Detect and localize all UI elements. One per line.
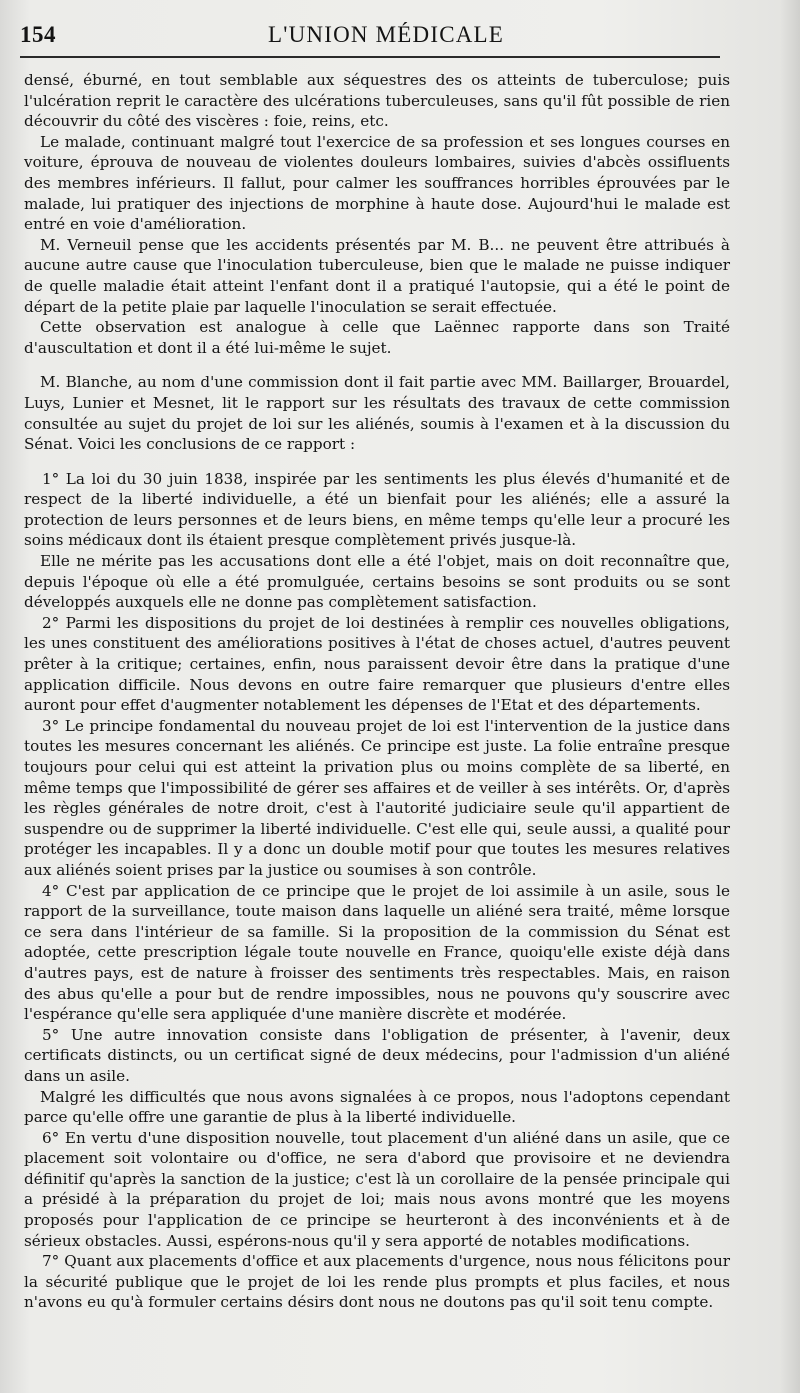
body-text (24, 70, 730, 1313)
paragraph: 1° La loi du 30 juin 1838, inspirée par les sentiments les plus élevés d'humanité et de respect de la liberté individuelle, a été un bienfait pour les aliénés; elle a assuré la protection de leurs personnes et de leurs biens, en même temps qu'elle leur a procuré les soins médicaux dont ils étaient presque complètement privés jusque-là. (24, 469, 730, 550)
paragraph: Cette observation est analogue à celle que Laënnec rapporte dans son Traité d'auscultation et dont il a été lui-même le sujet. (24, 318, 730, 357)
page-number: 154 (20, 22, 56, 47)
paragraph: 2° Parmi les dispositions du projet de loi destinées à remplir ces nouvelles obligations, les unes constituent des améliorations positives à l'état de choses actuel, d'autres peuvent prêter à la critique; certaines, enfin, nous paraissent devoir être dans la pratique d'une application difficile. Nous devons en outre faire remarquer que plusieurs d'entre elles auront pour effet d'augmenter notablement les dépenses de l'Etat et des départements. (24, 613, 730, 715)
paragraph: 7° Quant aux placements d'office et aux placements d'urgence, nous nous félicitons pour la sécurité publique que le projet de loi les rende plus prompts et plus faciles, et nous n'avons eu qu'à formuler certains désirs dont nous ne doutons pas qu'il soit tenu compte. (24, 1252, 730, 1312)
paragraph: M. Blanche, au nom d'une commission dont il fait partie avec MM. Baillarger, Brouardel, Luys, Lunier et Mesnet, lit le rapport sur les résultats des travaux de cette commission consultée au sujet du projet de loi sur les aliénés, soumis à l'examen et à la discussion du Sénat. Voici les conclusions de ce rapport : (24, 373, 730, 454)
paragraph: 4° C'est par application de ce principe que le projet de loi assimile à un asile, sous le rapport de la surveillance, toute maison dans laquelle un aliéné sera traité, même lorsque ce sera dans l'intérieur de sa famille. Si la proposition de la commission du Sénat est adoptée, cette prescription légale toute nouvelle en France, quoiqu'elle existe déjà dans d'autres pays, est de nature à froisser des sentiments très respectables. Mais, en raison des abus qu'elle a pour but de rendre impossibles, nous ne pouvons qu'y souscrire avec l'espérance qu'elle sera appliquée d'une manière discrète et modérée. (24, 881, 730, 1024)
page-header (20, 22, 720, 52)
paragraph: Le malade, continuant malgré tout l'exercice de sa profession et ses longues courses en voiture, éprouva de nouveau de violentes douleurs lombaires, suivies d'abcès ossifluents des membres inférieurs. Il fallut, pour calmer les souffrances horribles éprouvées par le malade, lui pratiquer des injections de morphine à haute dose. Aujourd'hui le malade est entré en voie d'amélioration. (24, 132, 730, 234)
paragraph: 6° En vertu d'une disposition nouvelle, tout placement d'un aliéné dans un asile, que ce placement soit volontaire ou d'office, ne sera d'abord que provisoire et ne deviendra définitif qu'après la sanction de la justice; c'est là un corollaire de la pensée principale qui a présidé à la préparation du projet de loi; mais nous avons montré que les moyens proposés pour l'application de ce principe se heurteront à des inconvénients et à de sérieux obstacles. Aussi, espérons-nous qu'il y sera apporté de notables modifications. (24, 1128, 730, 1250)
running-title: L'UNION MÉDICALE (268, 22, 505, 47)
paragraph: 3° Le principe fondamental du nouveau projet de loi est l'intervention de la justice dans toutes les mesures concernant les aliénés. Ce principe est juste. La folie entraîne presque toujours pour celui qui est atteint la privation plus ou moins complète de sa liberté, en même temps que l'impossibilité de gérer ses affaires et de veiller à ses intérêts. Or, d'après les règles générales de notre droit, c'est à l'autorité judiciaire seule qu'il appartient de suspendre ou de supprimer la liberté individuelle. C'est elle qui, seule aussi, a qualité pour protéger les incapables. Il y a donc un double motif pour que toutes les mesures relatives aux aliénés soient prises par la justice ou soumises à son contrôle. (24, 716, 730, 879)
paragraph: Malgré les difficultés que nous avons signalées à ce propos, nous l'adoptons cependant parce qu'elle offre une garantie de plus à la liberté individuelle. (24, 1087, 730, 1127)
paragraph: 5° Une autre innovation consiste dans l'obligation de présenter, à l'avenir, deux certificats distincts, ou un certificat signé de deux médecins, pour l'admission d'un aliéné dans un asile. (24, 1025, 730, 1085)
header-rule (20, 56, 720, 58)
paragraph: M. Verneuil pense que les accidents présentés par M. B... ne peuvent être attribués à aucune autre cause que l'inoculation tuberculeuse, bien que le malade ne puisse indiquer de quelle maladie était atteint l'enfant dont il a pratiqué l'autopsie, qui a été le point de départ de la petite plaie par laquelle l'inoculation se serait effectuée. (24, 235, 730, 316)
paragraph: Elle ne mérite pas les accusations dont elle a été l'objet, mais on doit reconnaître que, depuis l'époque où elle a été promulguée, certains besoins se sont produits ou se sont développés auxquels elle ne donne pas complètement satisfaction. (24, 552, 730, 612)
paragraph: densé, éburné, en tout semblable aux séquestres des os atteints de tuberculose; puis l'ulcération reprit le caractère des ulcérations tuberculeuses, sans qu'il fût possible de rien découvrir du côté des viscères : foie, reins, etc. (24, 71, 730, 131)
